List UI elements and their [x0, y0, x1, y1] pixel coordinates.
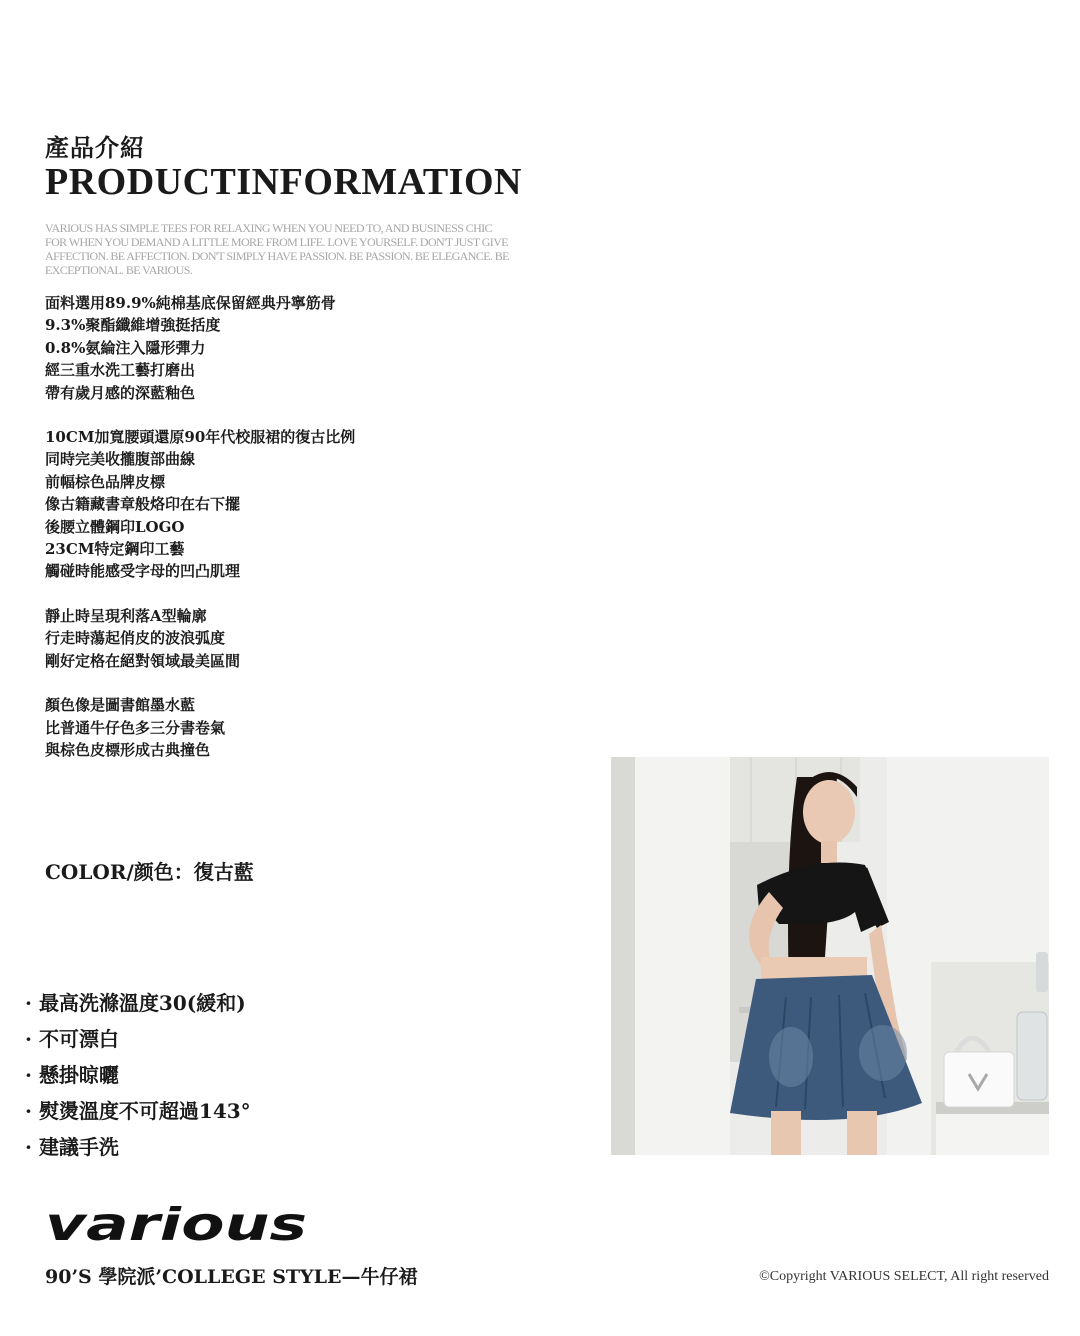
svg-text:various: various [45, 1206, 307, 1244]
care-instructions [25, 985, 251, 1165]
bullet-icon: · [25, 1135, 39, 1159]
brand-tagline: VARIOUS HAS SIMPLE TEES FOR RELAXING WHEN YOU NEED TO, AND BUSINESS CHIC FOR WHEN YOU DEMAND A LITTLE MORE FROM LIFE. LOVE YOURSELF. DON'T JUST GIVE AFFECTION. BE AFFECTION. DON'T SIMPLY HAVE PASSION. BE PASSION. BE ELEGANCE. BE EXCEPTIONAL. BE VARIOUS. [45, 221, 509, 277]
description-line: 帶有歲月感的深藍釉色 [45, 383, 196, 402]
description-line: 與棕色皮標形成古典撞色 [45, 740, 211, 759]
copyright-notice: ©Copyright VARIOUS SELECT, All right reserved [759, 1269, 1049, 1284]
description-paragraph [45, 426, 585, 583]
product-photo [611, 757, 1049, 1155]
bullet-icon: · [25, 1063, 39, 1087]
care-item-text: 不可漂白 [38, 1027, 119, 1051]
description-line: 9.3%聚酯纖維增強挺括度 [45, 316, 221, 335]
product-description [45, 292, 585, 783]
care-item-text: 熨燙溫度不可超過143° [38, 1099, 251, 1123]
description-line: 10CM加寬腰頭還原90年代校服裙的復古比例 [45, 428, 356, 447]
description-line: 像古籍藏書章般烙印在右下擺 [45, 495, 241, 514]
brand-logo [45, 1206, 310, 1248]
description-line: 後腰立體鋼印LOGO [45, 517, 185, 536]
color-value: 復古藍 [193, 860, 254, 884]
description-line: 比普通牛仔色多三分書卷氣 [45, 718, 226, 737]
bullet-icon: · [25, 1027, 39, 1051]
description-line: 同時完美收攏腹部曲線 [45, 450, 196, 469]
care-item [25, 1021, 251, 1057]
color-label: COLOR/颜色： [45, 860, 194, 884]
title-english: PRODUCTINFORMATION [45, 161, 522, 203]
description-paragraph [45, 694, 585, 761]
care-item-text: 最高洗滌溫度30(緩和) [38, 991, 246, 1015]
title-chinese: 產品介紹 [45, 133, 145, 162]
description-paragraph [45, 605, 585, 672]
description-line: 前幅棕色品牌皮標 [45, 472, 166, 491]
description-line: 觸碰時能感受字母的凹凸肌理 [45, 562, 241, 581]
description-line: 23CM特定鋼印工藝 [45, 540, 185, 559]
care-item-text: 懸掛晾曬 [38, 1063, 119, 1087]
care-item [25, 1057, 251, 1093]
care-item [25, 985, 251, 1021]
description-line: 剛好定格在絕對領域最美區間 [45, 651, 241, 670]
description-line: 0.8%氨綸注入隱形彈力 [45, 338, 206, 357]
description-line: 經三重水洗工藝打磨出 [45, 361, 196, 380]
description-line: 面料選用89.9%純棉基底保留經典丹寧筋骨 [45, 294, 336, 312]
color-info [45, 856, 254, 885]
collection-subtitle: 90’S 學院派’COLLEGE STYLE—牛仔裙 [45, 1266, 418, 1288]
bullet-icon: · [25, 991, 39, 1015]
description-line: 顏色像是圖書館墨水藍 [45, 696, 196, 715]
description-line: 靜止時呈現利落A型輪廓 [45, 606, 207, 625]
description-line: 行走時蕩起俏皮的波浪弧度 [45, 629, 226, 648]
description-paragraph [45, 292, 585, 404]
care-item-text: 建議手洗 [38, 1135, 119, 1159]
bullet-icon: · [25, 1099, 39, 1123]
care-item [25, 1129, 251, 1165]
care-item [25, 1093, 251, 1129]
